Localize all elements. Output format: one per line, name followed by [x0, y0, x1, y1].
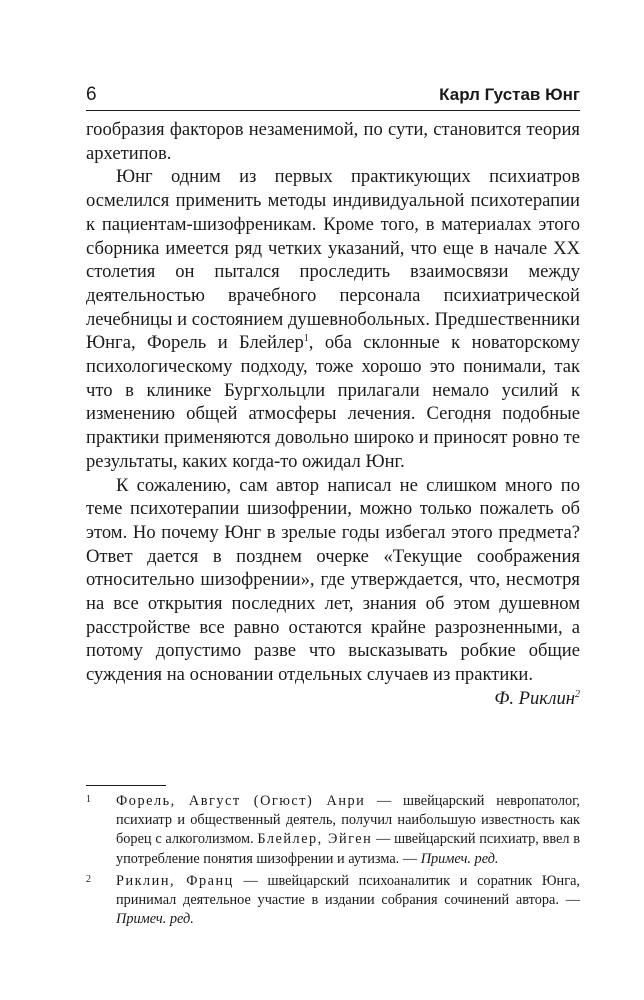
- running-header: [86, 84, 580, 111]
- footnote-separator: [86, 785, 166, 786]
- footnote-ref-1[interactable]: 1: [303, 333, 309, 345]
- editor-note: Примеч. ред.: [420, 850, 499, 867]
- footnotes: [86, 792, 580, 932]
- page-number: 6: [86, 84, 97, 105]
- author-signature: [86, 687, 580, 711]
- paragraph-2: [86, 165, 580, 473]
- footnote-1: [86, 792, 580, 869]
- main-text: [86, 118, 580, 711]
- footnote-name: Блейлер, Эйген: [257, 831, 373, 848]
- editor-note: Примеч. ред.: [116, 911, 194, 928]
- paragraph-2-text-b: , оба склонные к новаторскому психологическому подходу, тоже хорошо это понимали, так что в клинике Бургхольцли прилагали немало усилий к изменению общей атмосферы лечения. Сегодня подобные практики применяются довольно широко и приносят ровно те результаты, каких когда-то ожидал Юнг.: [86, 332, 580, 472]
- footnote-text: — швейцарский психиатр, ввел в употребление понятия шизофрении и аутизма. —: [116, 831, 580, 867]
- footnote-text: — швейцарский невропатолог, психиатр и общественный деятель, получил наибольшую известность как борец с алкоголизмом.: [116, 793, 580, 848]
- footnote-number: 2: [86, 873, 91, 885]
- footnote-text: — швейцарский психоаналитик и соратник Юнга, принимал деятельное участие в издании собрания сочинений автора. —: [116, 872, 580, 909]
- paragraph-3: К сожалению, сам автор написал не слишком много по теме психотерапии шизофрении, можно только пожалеть об этом. Но почему Юнг в зрелые годы избегал этого предмета? Ответ дается в позднем очерке «Текущие соображения относительно шизофрении», где утверждается, что, несмотря на все открытия последних лет, знания об этом душевном расстройстве все равно остаются крайне разрозненными, а потому допустимо разве что высказывать робкие общие суждения на основании отдельных случаев из практики.: [86, 474, 580, 686]
- footnote-name: Риклин, Франц: [116, 872, 234, 889]
- footnote-name: Форель, Август (Огюст) Анри: [116, 793, 366, 809]
- paragraph-1: гообразия факторов незаменимой, по сути, становится теория архетипов.: [86, 119, 580, 164]
- paragraph-2-text-a: Юнг одним из первых практикующих психиатров осмелился применить методы индивидуальной психотерапии к пациентам-шизофреникам. Кроме того, в материалах этого сборника имеется ряд четких указаний, что еще в начале XX столетия он пытался проследить взаимосвязи между деятельностью врачебного персонала психиатрической лечебницы и состоянием душевнобольных. Предшественники Юнга, Форель и Блейлер: [86, 166, 580, 354]
- footnote-number: 1: [86, 794, 91, 805]
- signature-name: Ф. Риклин: [494, 687, 575, 709]
- running-title: Карл Густав Юнг: [439, 85, 580, 104]
- footnote-ref-2[interactable]: 2: [575, 688, 580, 700]
- footnote-2: [86, 872, 580, 930]
